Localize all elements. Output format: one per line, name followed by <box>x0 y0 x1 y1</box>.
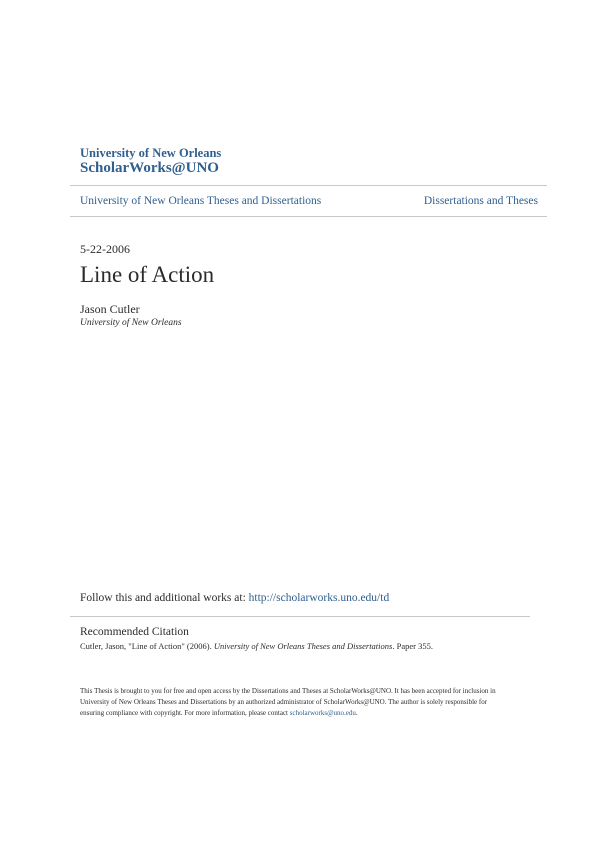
header-divider-bottom <box>70 216 547 217</box>
follow-prefix: Follow this and additional works at: <box>80 592 249 604</box>
citation-heading: Recommended Citation <box>80 626 189 638</box>
header-divider-top <box>70 185 547 186</box>
institution-name[interactable]: University of New Orleans <box>80 146 222 160</box>
publication-date: 5-22-2006 <box>80 242 130 256</box>
notice-line-3-prefix: ensuring compliance with copyright. For more information, please contact <box>80 709 290 718</box>
notice-line-3-suffix: . <box>355 709 358 718</box>
document-title: Line of Action <box>80 262 215 287</box>
contact-email-link[interactable]: scholarworks@uno.edu <box>289 709 356 718</box>
author-name: Jason Cutler <box>80 302 140 316</box>
citation-text <box>80 641 433 651</box>
follow-link[interactable]: http://scholarworks.uno.edu/td <box>248 592 390 604</box>
author-affiliation: University of New Orleans <box>80 318 182 328</box>
citation-text-end: . Paper 355. <box>392 641 433 651</box>
collection-link-left[interactable]: University of New Orleans Theses and Dissertations <box>80 195 322 207</box>
access-notice <box>80 686 530 720</box>
citation-text-plain: Cutler, Jason, "Line of Action" (2006). <box>80 641 214 651</box>
notice-line-2: University of New Orleans Theses and Dissertations by an authorized administrator of ScholarWorks@UNO. The author is solely responsible for <box>80 698 488 707</box>
citation-divider <box>70 616 530 617</box>
notice-line-1: This Thesis is brought to you for free and open access by the Dissertations and Theses at ScholarWorks@UNO. It has been accepted for inclusion in <box>80 687 496 695</box>
collection-link-right[interactable]: Dissertations and Theses <box>423 195 538 207</box>
notice-line-3 <box>80 708 530 719</box>
follow-line <box>80 592 389 604</box>
repository-name[interactable]: ScholarWorks@UNO <box>80 160 219 176</box>
citation-text-italic: University of New Orleans Theses and Dissertations <box>213 641 393 651</box>
